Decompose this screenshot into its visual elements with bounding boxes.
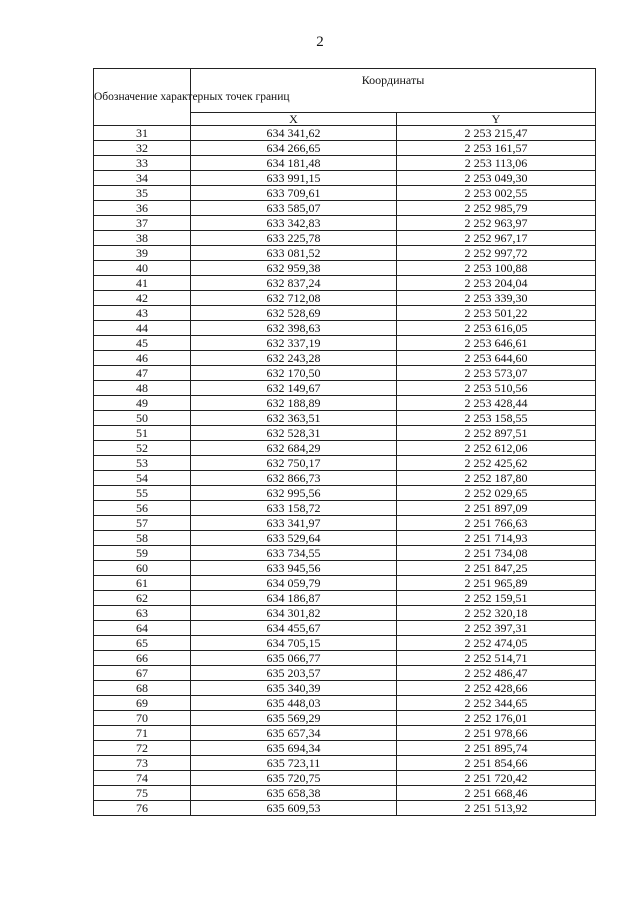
x-coordinate-cell: 633 991,15 [191,171,397,186]
x-axis-header: X [191,113,397,126]
y-coordinate-cell: 2 253 113,06 [397,156,596,171]
x-coordinate-cell: 632 149,67 [191,381,397,396]
y-coordinate-cell: 2 251 766,63 [397,516,596,531]
y-coordinate-cell: 2 251 513,92 [397,801,596,816]
table-row [94,411,596,426]
point-cell: 37 [94,216,191,231]
table-row [94,486,596,501]
point-cell: 75 [94,786,191,801]
point-cell: 74 [94,771,191,786]
x-coordinate-cell: 633 342,83 [191,216,397,231]
table-row [94,171,596,186]
x-coordinate-cell: 632 995,56 [191,486,397,501]
table-row [94,561,596,576]
point-cell: 65 [94,636,191,651]
x-coordinate-cell: 634 186,87 [191,591,397,606]
table-row [94,801,596,816]
y-coordinate-cell: 2 251 965,89 [397,576,596,591]
y-coordinate-cell: 2 253 616,05 [397,321,596,336]
x-coordinate-cell: 634 455,67 [191,621,397,636]
table-row [94,741,596,756]
point-cell: 36 [94,201,191,216]
y-coordinate-cell: 2 251 668,46 [397,786,596,801]
x-coordinate-cell: 635 658,38 [191,786,397,801]
y-coordinate-cell: 2 252 985,79 [397,201,596,216]
y-coordinate-cell: 2 253 100,88 [397,261,596,276]
point-cell: 57 [94,516,191,531]
x-coordinate-cell: 632 684,29 [191,441,397,456]
y-coordinate-cell: 2 253 644,60 [397,351,596,366]
y-coordinate-cell: 2 251 714,93 [397,531,596,546]
point-cell: 32 [94,141,191,156]
y-coordinate-cell: 2 251 847,25 [397,561,596,576]
table-header [94,69,596,126]
y-coordinate-cell: 2 251 895,74 [397,741,596,756]
point-cell: 53 [94,456,191,471]
point-cell: 54 [94,471,191,486]
x-coordinate-cell: 633 585,07 [191,201,397,216]
point-cell: 66 [94,651,191,666]
x-coordinate-cell: 633 081,52 [191,246,397,261]
table-row [94,576,596,591]
point-cell: 60 [94,561,191,576]
point-cell: 38 [94,231,191,246]
x-coordinate-cell: 634 059,79 [191,576,397,591]
point-cell: 70 [94,711,191,726]
y-coordinate-cell: 2 252 428,66 [397,681,596,696]
point-cell: 47 [94,366,191,381]
coordinates-header: Координаты [191,69,596,113]
point-cell: 61 [94,576,191,591]
x-coordinate-cell: 632 866,73 [191,471,397,486]
table-row [94,501,596,516]
x-coordinate-cell: 635 723,11 [191,756,397,771]
x-coordinate-cell: 633 158,72 [191,501,397,516]
x-coordinate-cell: 634 301,82 [191,606,397,621]
y-coordinate-cell: 2 251 897,09 [397,501,596,516]
y-coordinate-cell: 2 253 339,30 [397,291,596,306]
table-row [94,396,596,411]
table-row [94,636,596,651]
point-cell: 52 [94,441,191,456]
y-coordinate-cell: 2 252 963,97 [397,216,596,231]
x-coordinate-cell: 634 341,62 [191,126,397,141]
y-coordinate-cell: 2 252 187,80 [397,471,596,486]
table-row [94,621,596,636]
y-coordinate-cell: 2 252 486,47 [397,666,596,681]
x-coordinate-cell: 633 341,97 [191,516,397,531]
y-coordinate-cell: 2 252 967,17 [397,231,596,246]
table-row [94,201,596,216]
x-coordinate-cell: 632 243,28 [191,351,397,366]
point-cell: 76 [94,801,191,816]
table-row [94,426,596,441]
y-coordinate-cell: 2 251 720,42 [397,771,596,786]
table-row [94,516,596,531]
table-row [94,261,596,276]
x-coordinate-cell: 635 448,03 [191,696,397,711]
x-coordinate-cell: 635 720,75 [191,771,397,786]
table-row [94,381,596,396]
y-coordinate-cell: 2 253 573,07 [397,366,596,381]
table-row [94,186,596,201]
point-cell: 56 [94,501,191,516]
y-coordinate-cell: 2 253 204,04 [397,276,596,291]
y-coordinate-cell: 2 253 501,22 [397,306,596,321]
x-coordinate-cell: 633 529,64 [191,531,397,546]
table-row [94,291,596,306]
table-row [94,336,596,351]
table-row [94,546,596,561]
table-row [94,456,596,471]
y-coordinate-cell: 2 251 854,66 [397,756,596,771]
table-row [94,606,596,621]
table-row [94,666,596,681]
y-coordinate-cell: 2 252 159,51 [397,591,596,606]
table-row [94,351,596,366]
table-row [94,276,596,291]
point-cell: 51 [94,426,191,441]
table-row [94,726,596,741]
table-row [94,696,596,711]
table-row [94,711,596,726]
x-coordinate-cell: 632 528,69 [191,306,397,321]
x-coordinate-cell: 632 959,38 [191,261,397,276]
point-cell: 62 [94,591,191,606]
x-coordinate-cell: 633 945,56 [191,561,397,576]
point-cell: 39 [94,246,191,261]
x-coordinate-cell: 634 266,65 [191,141,397,156]
table-row [94,141,596,156]
point-cell: 58 [94,531,191,546]
table-row [94,441,596,456]
y-coordinate-cell: 2 252 344,65 [397,696,596,711]
point-cell: 40 [94,261,191,276]
point-cell: 46 [94,351,191,366]
x-coordinate-cell: 633 709,61 [191,186,397,201]
x-coordinate-cell: 634 181,48 [191,156,397,171]
x-coordinate-cell: 635 066,77 [191,651,397,666]
point-cell: 43 [94,306,191,321]
y-coordinate-cell: 2 253 215,47 [397,126,596,141]
y-coordinate-cell: 2 253 049,30 [397,171,596,186]
table-row [94,756,596,771]
y-coordinate-cell: 2 253 161,57 [397,141,596,156]
y-coordinate-cell: 2 252 474,05 [397,636,596,651]
point-cell: 67 [94,666,191,681]
table-body [94,126,596,816]
point-cell: 35 [94,186,191,201]
point-cell: 73 [94,756,191,771]
y-coordinate-cell: 2 252 514,71 [397,651,596,666]
point-cell: 55 [94,486,191,501]
y-coordinate-cell: 2 253 002,55 [397,186,596,201]
x-coordinate-cell: 635 609,53 [191,801,397,816]
x-coordinate-cell: 632 528,31 [191,426,397,441]
table-row [94,306,596,321]
y-coordinate-cell: 2 252 425,62 [397,456,596,471]
x-coordinate-cell: 632 337,19 [191,336,397,351]
point-cell: 72 [94,741,191,756]
point-cell: 71 [94,726,191,741]
x-coordinate-cell: 633 734,55 [191,546,397,561]
x-coordinate-cell: 634 705,15 [191,636,397,651]
x-coordinate-cell: 632 837,24 [191,276,397,291]
point-cell: 63 [94,606,191,621]
point-cell: 69 [94,696,191,711]
table-row [94,321,596,336]
table-row [94,651,596,666]
table-row [94,471,596,486]
point-cell: 45 [94,336,191,351]
point-cell: 31 [94,126,191,141]
y-coordinate-cell: 2 252 176,01 [397,711,596,726]
table-row [94,216,596,231]
y-coordinate-cell: 2 252 612,06 [397,441,596,456]
y-coordinate-cell: 2 253 428,44 [397,396,596,411]
table-row [94,786,596,801]
point-cell: 34 [94,171,191,186]
y-coordinate-cell: 2 253 158,55 [397,411,596,426]
x-coordinate-cell: 635 340,39 [191,681,397,696]
y-coordinate-cell: 2 251 978,66 [397,726,596,741]
y-coordinate-cell: 2 253 510,56 [397,381,596,396]
header-row-top [94,69,596,113]
table-row [94,366,596,381]
x-coordinate-cell: 632 750,17 [191,456,397,471]
y-axis-header: Y [397,113,596,126]
x-coordinate-cell: 635 569,29 [191,711,397,726]
point-cell: 50 [94,411,191,426]
point-cell: 44 [94,321,191,336]
x-coordinate-cell: 633 225,78 [191,231,397,246]
x-coordinate-cell: 632 398,63 [191,321,397,336]
point-cell: 64 [94,621,191,636]
point-cell: 33 [94,156,191,171]
table-row [94,591,596,606]
page-number: 2 [316,34,324,50]
table-row [94,246,596,261]
y-coordinate-cell: 2 252 320,18 [397,606,596,621]
point-cell: 49 [94,396,191,411]
point-cell: 59 [94,546,191,561]
coordinates-table [93,68,596,816]
point-cell: 68 [94,681,191,696]
x-coordinate-cell: 632 170,50 [191,366,397,381]
x-coordinate-cell: 632 363,51 [191,411,397,426]
point-label-header: Обозначение характерных точек границ [94,69,191,126]
x-coordinate-cell: 635 203,57 [191,666,397,681]
y-coordinate-cell: 2 252 897,51 [397,426,596,441]
table-row [94,531,596,546]
y-coordinate-cell: 2 252 029,65 [397,486,596,501]
table-row [94,681,596,696]
y-coordinate-cell: 2 252 997,72 [397,246,596,261]
table-row [94,126,596,141]
point-cell: 42 [94,291,191,306]
x-coordinate-cell: 632 712,08 [191,291,397,306]
table-row [94,156,596,171]
point-cell: 48 [94,381,191,396]
y-coordinate-cell: 2 252 397,31 [397,621,596,636]
x-coordinate-cell: 635 657,34 [191,726,397,741]
table-row [94,771,596,786]
x-coordinate-cell: 632 188,89 [191,396,397,411]
y-coordinate-cell: 2 251 734,08 [397,546,596,561]
y-coordinate-cell: 2 253 646,61 [397,336,596,351]
x-coordinate-cell: 635 694,34 [191,741,397,756]
table-row [94,231,596,246]
point-cell: 41 [94,276,191,291]
